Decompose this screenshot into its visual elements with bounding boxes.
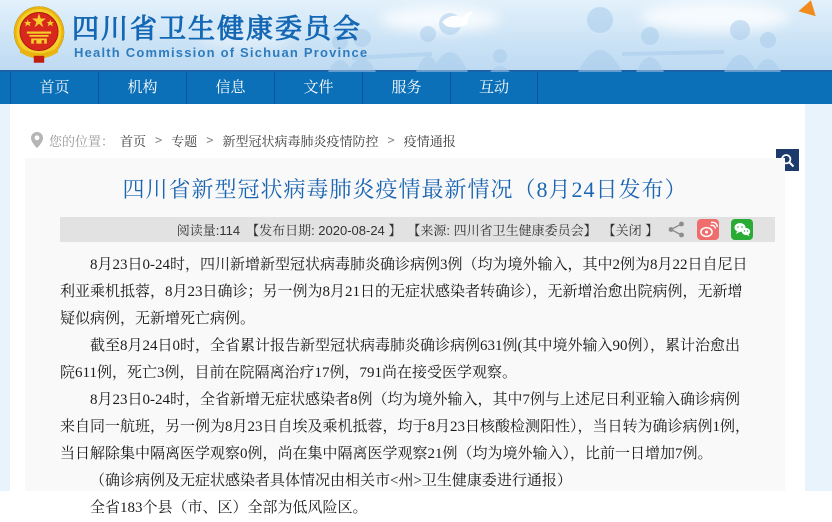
site-header bbox=[0, 0, 832, 72]
breadcrumb-label: 您的位置： bbox=[49, 133, 115, 149]
share-nodes-icon[interactable] bbox=[668, 221, 685, 238]
nav-item-files[interactable]: 文件 bbox=[274, 72, 362, 104]
article-panel bbox=[25, 158, 785, 516]
breadcrumb-separator: > bbox=[206, 133, 214, 147]
breadcrumb-separator: > bbox=[155, 133, 163, 147]
nav-item-interact[interactable]: 互动 bbox=[450, 72, 538, 104]
breadcrumb-bulletins[interactable]: 疫情通报 bbox=[403, 133, 456, 149]
dove-icon bbox=[440, 8, 474, 30]
breadcrumb-separator: > bbox=[387, 133, 395, 147]
nav-item-agency[interactable]: 机构 bbox=[98, 72, 186, 104]
family-silhouette bbox=[300, 14, 832, 72]
publish-date: 【发布日期: 2020-08-24 】 bbox=[246, 223, 402, 238]
article-paragraph: 全省183个县（市、区）全部为低风险区。 bbox=[90, 500, 368, 516]
nav-item-services[interactable]: 服务 bbox=[362, 72, 450, 104]
left-page-margin bbox=[0, 104, 10, 491]
national-emblem-logo bbox=[13, 5, 65, 65]
nav-items bbox=[10, 72, 538, 104]
location-pin-icon bbox=[31, 132, 43, 148]
article-title: 四川省新型冠状病毒肺炎疫情最新情况（8月24日发布） bbox=[122, 177, 688, 202]
article-meta-bar bbox=[60, 217, 775, 242]
weibo-icon[interactable] bbox=[697, 219, 719, 240]
wechat-icon[interactable] bbox=[731, 219, 753, 240]
org-name-english: Health Commission of Sichuan Province bbox=[74, 45, 369, 60]
article-paragraph: （确诊病例及无症状感染者具体情况由相关市<州>卫生健康委进行通报） bbox=[90, 473, 572, 489]
article-body bbox=[60, 252, 752, 522]
breadcrumb-epidemic-control[interactable]: 新型冠状病毒肺炎疫情防控 bbox=[222, 133, 379, 149]
breadcrumb bbox=[31, 131, 456, 149]
breadcrumb-home[interactable]: 首页 bbox=[120, 133, 147, 149]
article-source: 【来源: 四川省卫生健康委员会】 bbox=[407, 223, 597, 238]
breadcrumb-topics[interactable]: 专题 bbox=[171, 133, 198, 149]
close-button[interactable]: 【关闭 】 bbox=[602, 223, 659, 238]
views-count: 阅读量:114 bbox=[176, 223, 241, 238]
article-paragraph: 8月23日0-24时，四川新增新型冠状病毒肺炎确诊病例3例（均为境外输入，其中2例为8月22日自尼日利亚乘机抵蓉，8月23日确诊；另一例为8月21日的无症状感染者转确诊），无新增治愈出院病例，无新增疑似病例，无新增死亡病例。 bbox=[60, 257, 748, 327]
article-paragraph: 8月23日0-24时，全省新增无症状感染者8例（均为境外输入，其中7例与上述尼日利亚输入确诊病例来自同一航班，另一例为8月23日自埃及乘机抵蓉，均于8月23日核酸检测阳性），当日转为确诊病例1例，当日解除集中隔离医学观察0例，尚在集中隔离医学观察21例（均为境外输入），比前一日增加7例。 bbox=[60, 392, 751, 462]
nav-item-info[interactable]: 信息 bbox=[186, 72, 274, 104]
right-page-margin bbox=[805, 104, 832, 491]
main-nav bbox=[0, 72, 832, 104]
nav-item-home[interactable]: 首页 bbox=[10, 72, 98, 104]
article-paragraph: 截至8月24日0时，全省累计报告新型冠状病毒肺炎确诊病例631例(其中境外输入90例），累计治愈出院611例，死亡3例，目前在院隔离治疗17例，791尚在接受医学观察。 bbox=[60, 338, 740, 381]
org-name-chinese: 四川省卫生健康委员会 bbox=[72, 14, 362, 44]
share-icons bbox=[668, 219, 753, 240]
